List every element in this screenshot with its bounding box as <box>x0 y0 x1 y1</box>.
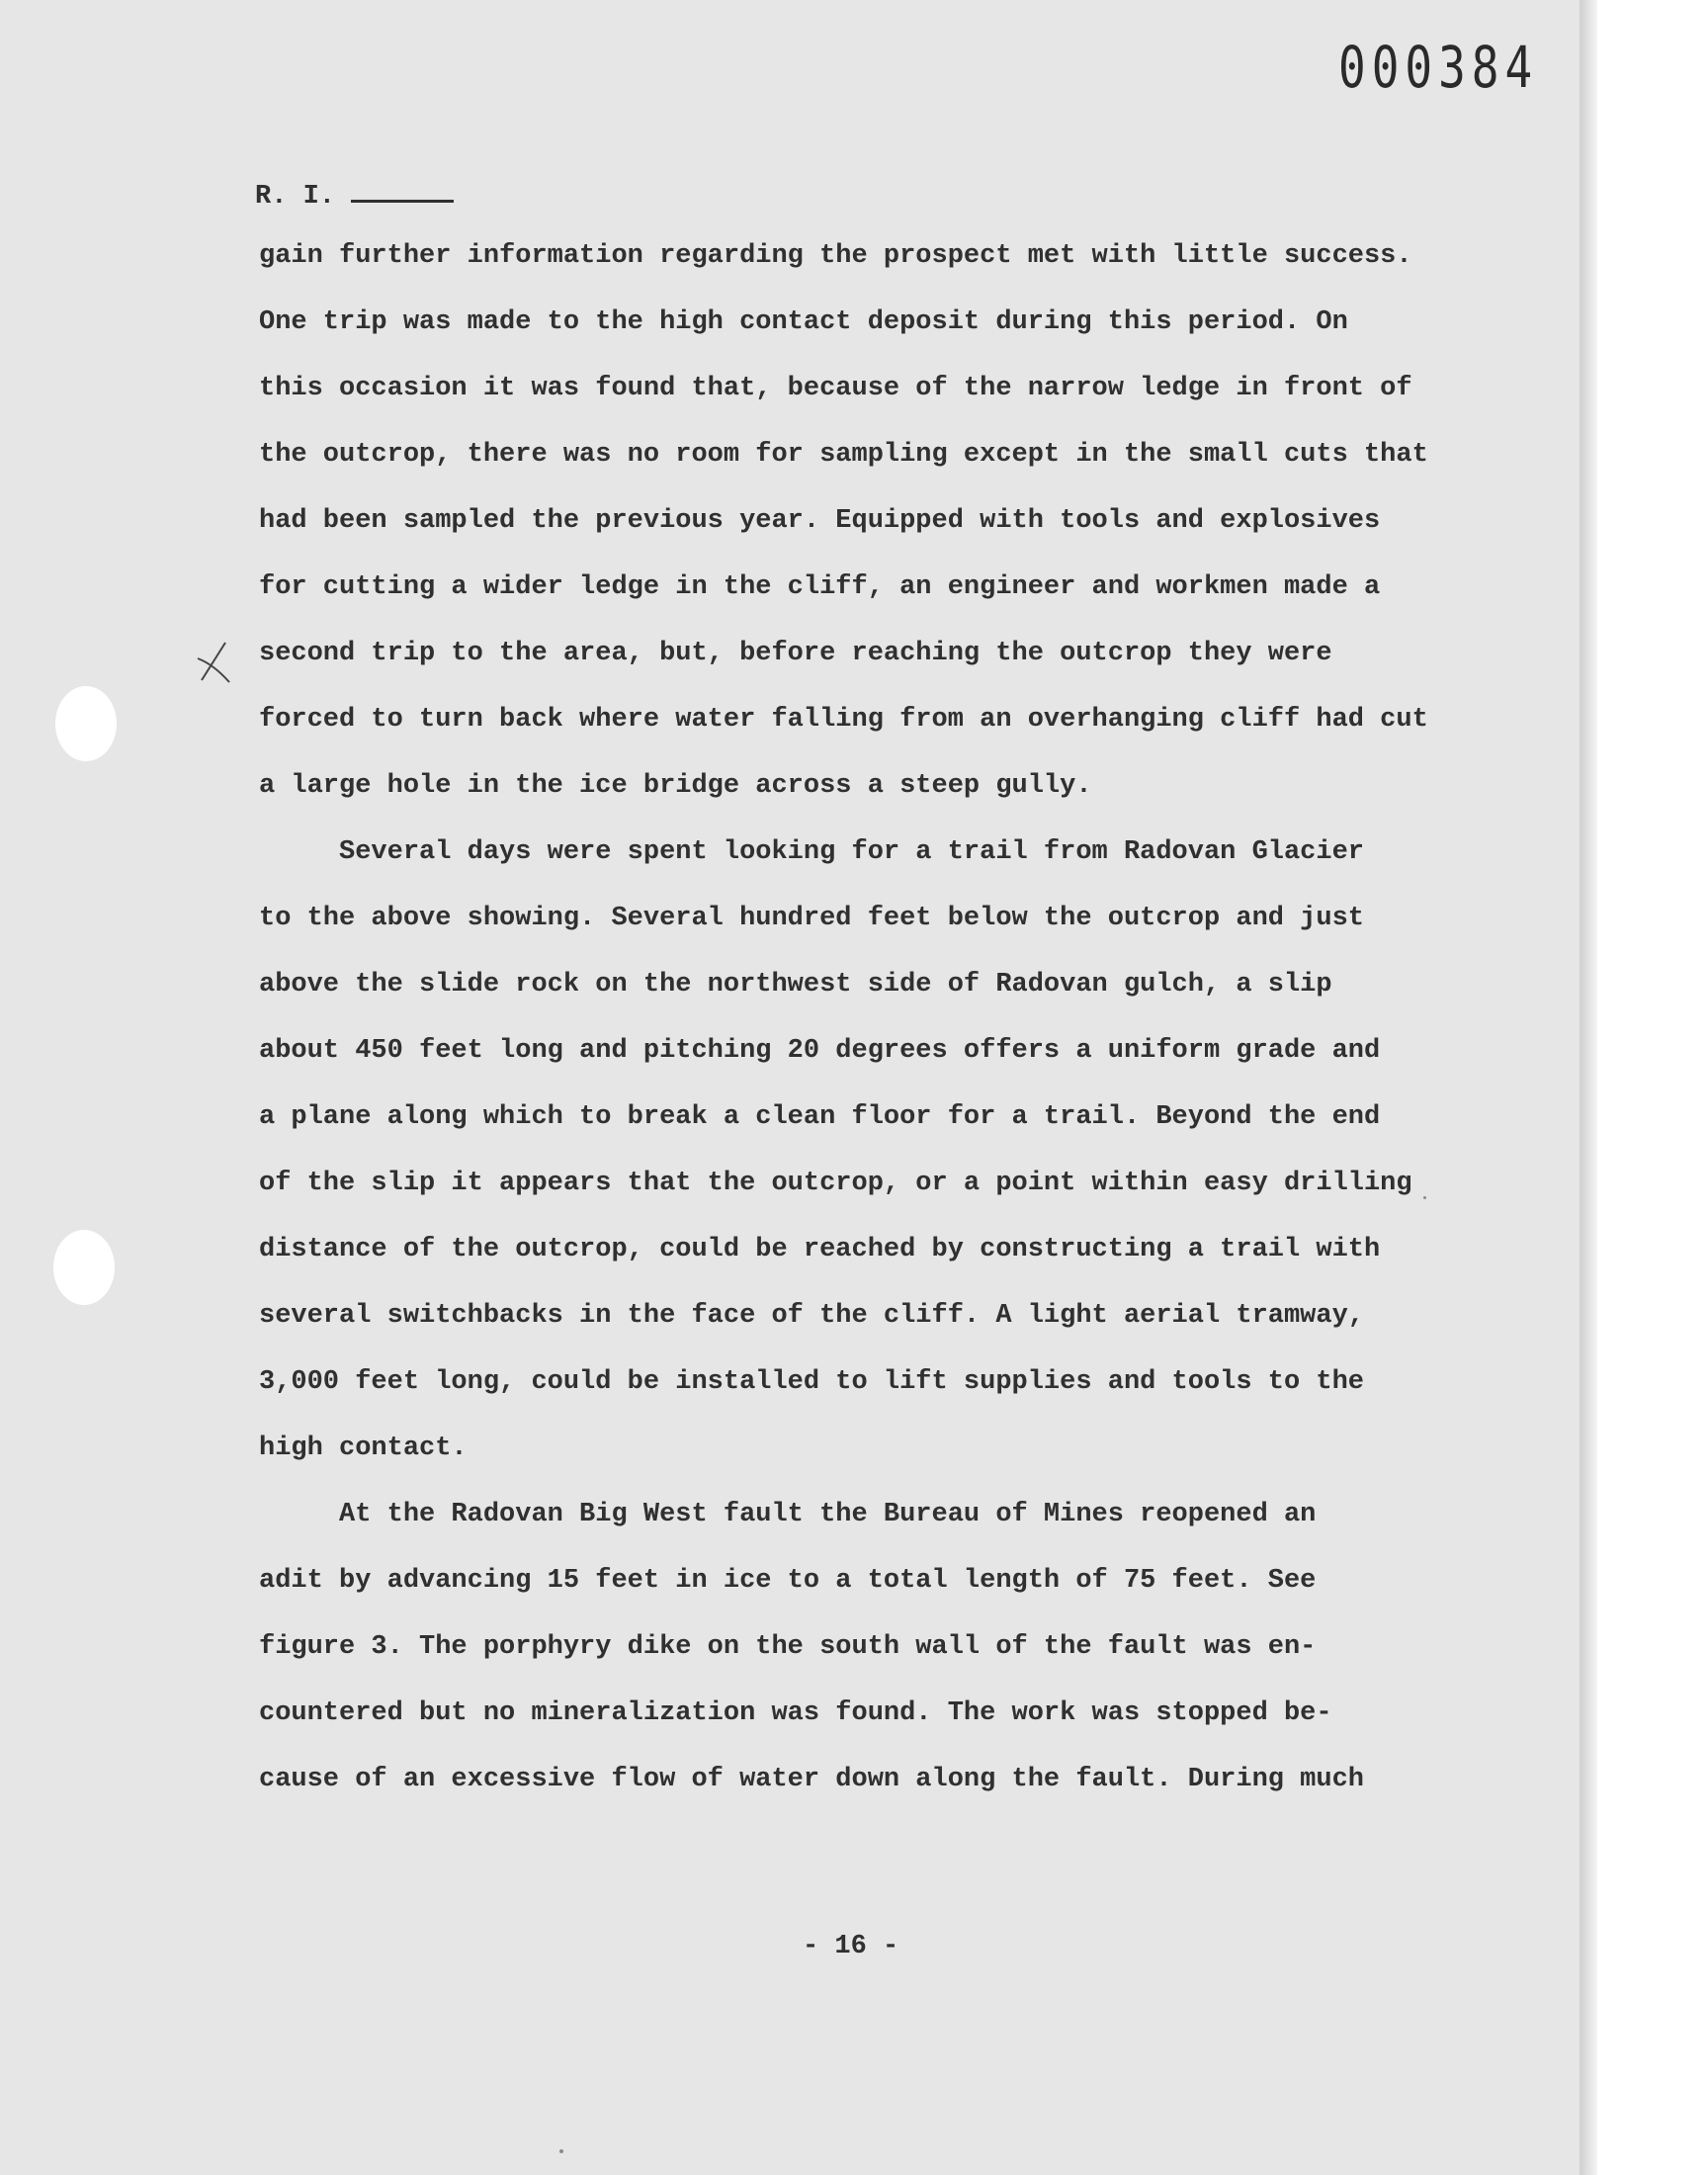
body-line-10: Several days were spent looking for a trail from Radovan Glacier <box>259 837 1364 867</box>
report-number-blank <box>351 178 454 203</box>
body-line-12: above the slide rock on the northwest side of Radovan gulch, a slip <box>259 970 1332 1000</box>
body-line-16: distance of the outcrop, could be reached by constructing a trail with <box>259 1235 1381 1264</box>
body-line-23: countered but no mineralization was found. The work was stopped be- <box>259 1698 1332 1728</box>
scan-speck <box>1423 1196 1426 1199</box>
body-line-14: a plane along which to break a clean floor for a trail. Beyond the end <box>259 1102 1381 1132</box>
body-line-11: to the above showing. Several hundred feet below the outcrop and just <box>259 904 1364 933</box>
body-line-1: gain further information regarding the prospect met with little success. <box>259 241 1412 271</box>
body-line-24: cause of an excessive flow of water down along the fault. During much <box>259 1765 1364 1794</box>
body-line-6: for cutting a wider ledge in the cliff, an engineer and workmen made a <box>259 572 1381 602</box>
body-line-21: adit by advancing 15 feet in ice to a total length of 75 feet. See <box>259 1566 1317 1596</box>
body-line-20: At the Radovan Big West fault the Bureau of Mines reopened an <box>259 1500 1317 1529</box>
body-line-5: had been sampled the previous year. Equipped with tools and explosives <box>259 506 1381 536</box>
page-number: - 16 - <box>803 1932 899 1961</box>
body-line-22: figure 3. The porphyry dike on the south wall of the fault was en- <box>259 1632 1317 1662</box>
body-line-15: of the slip it appears that the outcrop, or a point within easy drilling <box>259 1169 1412 1198</box>
punch-hole-top <box>55 686 117 761</box>
scan-speck <box>559 2149 563 2153</box>
body-line-13: about 450 feet long and pitching 20 degrees offers a uniform grade and <box>259 1036 1381 1066</box>
paper-edge-shadow <box>1580 0 1597 2175</box>
report-label <box>255 178 454 212</box>
body-line-3: this occasion it was found that, because of the narrow ledge in front of <box>259 374 1412 403</box>
body-line-19: high contact. <box>259 1434 468 1463</box>
body-line-2: One trip was made to the high contact deposit during this period. On <box>259 307 1348 337</box>
body-line-8: forced to turn back where water falling from an overhanging cliff had cut <box>259 705 1428 735</box>
body-line-9: a large hole in the ice bridge across a steep gully. <box>259 771 1092 801</box>
body-line-18: 3,000 feet long, could be installed to lift supplies and tools to the <box>259 1367 1364 1397</box>
margin-x-mark-icon <box>194 641 233 684</box>
body-line-17: several switchbacks in the face of the cliff. A light aerial tramway, <box>259 1301 1364 1331</box>
document-number: 000384 <box>1338 34 1539 101</box>
punch-hole-bottom <box>53 1230 115 1305</box>
report-label-text: R. I. <box>255 182 336 212</box>
body-line-4: the outcrop, there was no room for sampling except in the small cuts that <box>259 440 1428 470</box>
body-line-7: second trip to the area, but, before reaching the outcrop they were <box>259 639 1332 668</box>
